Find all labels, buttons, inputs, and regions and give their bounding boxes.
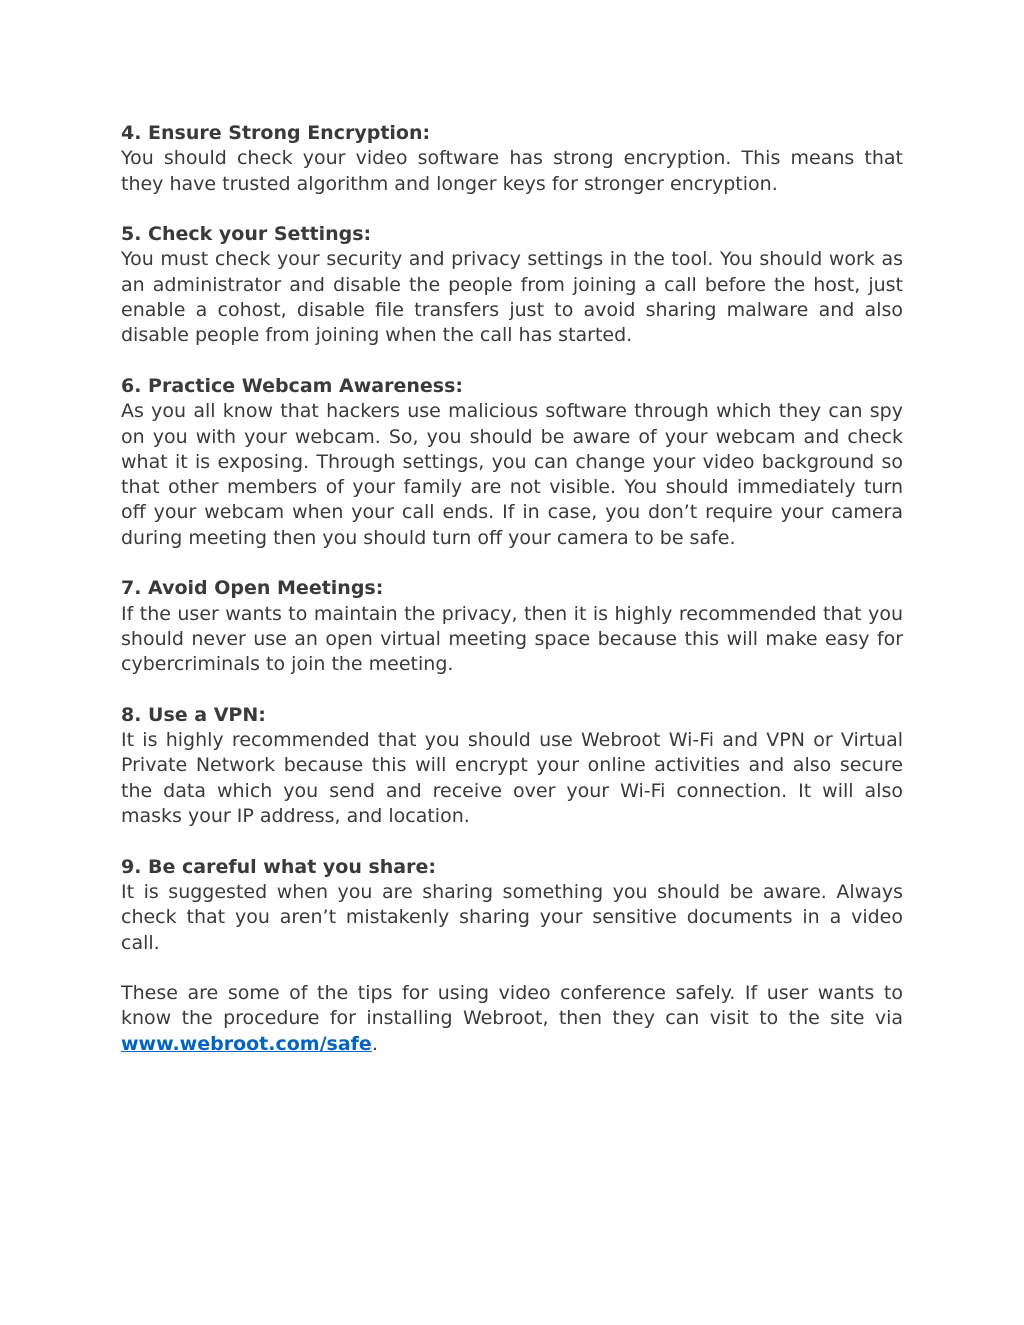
section-heading: 4. Ensure Strong Encryption:: [121, 122, 431, 144]
section-heading: 7. Avoid Open Meetings:: [121, 577, 384, 600]
section-heading: 8. Use a VPN:: [121, 703, 266, 726]
section-webcam-awareness: [121, 374, 903, 551]
closing-text: [121, 981, 903, 1057]
section-heading: 6. Practice Webcam Awareness:: [121, 374, 464, 397]
document-page: [121, 121, 903, 1082]
section-body: It is suggested when you are sharing something you should be aware. Always check that you aren’t mistakenly sharing your sensitive documents in a video call.: [121, 880, 903, 954]
closing-paragraph: [121, 981, 903, 1057]
section-body: It is highly recommended that you should use Webroot Wi-Fi and VPN or Virtual Private Network because this will encrypt your online activities and also secure the data which you send and receive over your Wi-Fi connection. It will also masks your IP address, and location.: [121, 729, 903, 828]
section-heading: 9. Be careful what you share:: [121, 855, 436, 878]
section-heading: 5. Check your Settings:: [121, 223, 372, 246]
section-body: If the user wants to maintain the privacy, then it is highly recommended that you should never use an open virtual meeting space because this will make easy for cybercriminals to join the meeting.: [121, 602, 903, 676]
closing-text-after-link: .: [371, 1032, 378, 1055]
section-vpn: [121, 703, 903, 829]
section-careful-sharing: [121, 855, 903, 956]
section-settings: [121, 222, 903, 348]
section-body: You must check your security and privacy settings in the tool. You should work as an administrator and disable the people from joining a call before the host, just enable a cohost, disable file transfers just to avoid sharing malware and also disable people from joining when the call has started.: [121, 248, 903, 347]
closing-text-before-link: These are some of the tips for using video conference safely. If user wants to know the procedure for installing Webroot, then they can visit to the site via: [121, 982, 903, 1030]
section-encryption: [121, 121, 903, 197]
section-body: As you all know that hackers use malicious software through which they can spy on you with your webcam. So, you should be aware of your webcam and check what it is exposing. Through settings, you can change your video background so that other members of your family are not visible. You should immediately turn off your webcam when your call ends. If in case, you don’t require your camera during meeting then you should turn off your camera to be safe.: [121, 400, 903, 549]
section-open-meetings: [121, 576, 903, 677]
section-body: You should check your video software has strong encryption. This means that they have trusted algorithm and longer keys for stronger encryption.: [121, 147, 903, 195]
webroot-safe-link[interactable]: www.webroot.com/safe: [121, 1032, 372, 1055]
